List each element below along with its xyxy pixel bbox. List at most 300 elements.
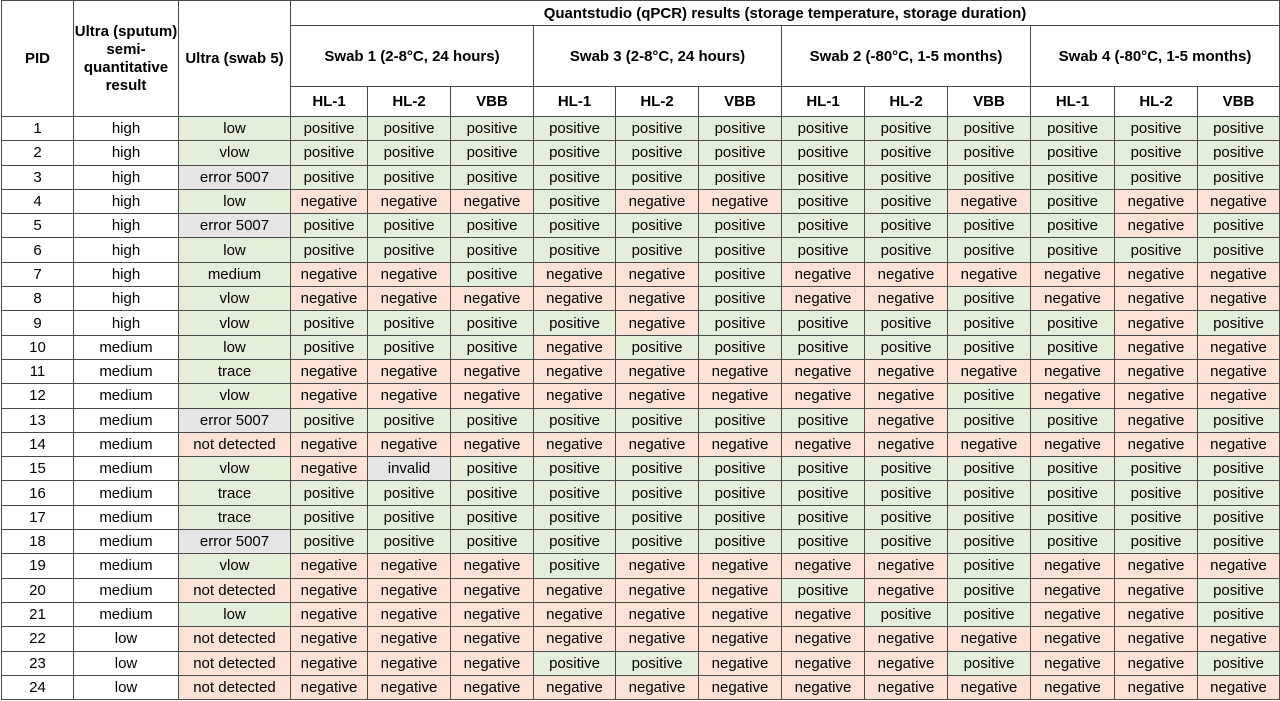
qpcr-result-cell: negative <box>534 675 616 699</box>
qpcr-result-cell: positive <box>948 651 1031 675</box>
qpcr-result-cell: negative <box>1115 359 1198 383</box>
qpcr-result-cell: negative <box>699 189 782 213</box>
ultra-sputum-cell: medium <box>74 530 179 554</box>
qpcr-result-cell: positive <box>534 481 616 505</box>
qpcr-result-cell: negative <box>948 262 1031 286</box>
qpcr-result-cell: positive <box>616 457 699 481</box>
qpcr-result-cell: negative <box>865 627 948 651</box>
pid-cell: 21 <box>2 602 74 626</box>
qpcr-result-cell: positive <box>865 117 948 141</box>
qpcr-result-cell: positive <box>291 481 368 505</box>
qpcr-result-cell: negative <box>534 359 616 383</box>
qpcr-result-cell: positive <box>368 408 451 432</box>
target-header: HL-1 <box>782 87 865 117</box>
qpcr-result-cell: positive <box>699 141 782 165</box>
pid-cell: 9 <box>2 311 74 335</box>
qpcr-result-cell: negative <box>1115 189 1198 213</box>
ultra-sputum-cell: medium <box>74 578 179 602</box>
qpcr-result-cell: positive <box>1198 602 1280 626</box>
ultra-swab-cell: error 5007 <box>179 165 291 189</box>
qpcr-result-cell: positive <box>616 408 699 432</box>
qpcr-result-cell: negative <box>291 457 368 481</box>
qpcr-result-cell: positive <box>1115 238 1198 262</box>
ultra-sputum-cell: high <box>74 262 179 286</box>
ultra-sputum-cell: medium <box>74 602 179 626</box>
ultra-sputum-cell: low <box>74 651 179 675</box>
ultra-swab-cell: low <box>179 117 291 141</box>
qpcr-result-cell: negative <box>1198 335 1280 359</box>
qpcr-result-cell: negative <box>368 602 451 626</box>
qpcr-result-cell: negative <box>451 627 534 651</box>
qpcr-result-cell: negative <box>1031 578 1115 602</box>
qpcr-result-cell: positive <box>782 505 865 529</box>
pid-cell: 19 <box>2 554 74 578</box>
qpcr-result-cell: negative <box>534 432 616 456</box>
qpcr-result-cell: negative <box>1115 384 1198 408</box>
qpcr-result-cell: negative <box>865 432 948 456</box>
qpcr-result-cell: negative <box>782 602 865 626</box>
table-row <box>2 141 1280 165</box>
qpcr-result-cell: negative <box>782 675 865 699</box>
qpcr-result-cell: negative <box>451 359 534 383</box>
table-row <box>2 117 1280 141</box>
qpcr-result-cell: positive <box>865 189 948 213</box>
qpcr-result-cell: positive <box>1198 530 1280 554</box>
qpcr-result-cell: positive <box>291 214 368 238</box>
ultra-swab-cell: low <box>179 602 291 626</box>
swab2-header: Swab 2 (-80°C, 1-5 months) <box>782 26 1031 87</box>
qpcr-result-cell: positive <box>782 457 865 481</box>
qpcr-result-cell: positive <box>1031 311 1115 335</box>
qpcr-result-cell: negative <box>948 432 1031 456</box>
ultra-sputum-cell: high <box>74 214 179 238</box>
qpcr-result-cell: negative <box>291 384 368 408</box>
qpcr-result-cell: positive <box>534 165 616 189</box>
qpcr-result-cell: positive <box>948 141 1031 165</box>
qpcr-result-cell: positive <box>782 238 865 262</box>
qpcr-result-cell: positive <box>534 189 616 213</box>
qpcr-result-cell: negative <box>699 432 782 456</box>
qpcr-result-cell: positive <box>368 505 451 529</box>
results-table <box>1 0 1280 700</box>
pid-cell: 18 <box>2 530 74 554</box>
qpcr-result-cell: negative <box>1198 359 1280 383</box>
qpcr-result-cell: positive <box>534 214 616 238</box>
qpcr-result-cell: negative <box>1115 432 1198 456</box>
qpcr-result-cell: positive <box>534 311 616 335</box>
qpcr-result-cell: positive <box>616 530 699 554</box>
qpcr-result-cell: positive <box>1115 117 1198 141</box>
qpcr-result-cell: positive <box>699 117 782 141</box>
qpcr-result-cell: negative <box>699 384 782 408</box>
qpcr-result-cell: positive <box>782 189 865 213</box>
qpcr-result-cell: positive <box>291 165 368 189</box>
ultra-sputum-cell: high <box>74 238 179 262</box>
qpcr-result-cell: positive <box>1031 335 1115 359</box>
qpcr-result-cell: negative <box>451 602 534 626</box>
table-row <box>2 287 1280 311</box>
qpcr-result-cell: negative <box>616 262 699 286</box>
qpcr-result-cell: positive <box>948 554 1031 578</box>
qpcr-result-cell: positive <box>1198 165 1280 189</box>
qpcr-result-cell: negative <box>616 384 699 408</box>
table-row <box>2 530 1280 554</box>
qpcr-result-cell: negative <box>368 432 451 456</box>
qpcr-result-cell: positive <box>451 262 534 286</box>
qpcr-result-cell: negative <box>534 384 616 408</box>
qpcr-result-cell: positive <box>451 505 534 529</box>
qpcr-result-cell: negative <box>1198 262 1280 286</box>
target-header: HL-2 <box>865 87 948 117</box>
qpcr-result-cell: positive <box>948 311 1031 335</box>
ultra-swab-cell: vlow <box>179 141 291 165</box>
qpcr-result-cell: positive <box>865 505 948 529</box>
qpcr-result-cell: negative <box>616 189 699 213</box>
ultra-swab-header: Ultra (swab 5) <box>179 1 291 117</box>
qpcr-result-cell: positive <box>1115 530 1198 554</box>
qpcr-result-cell: negative <box>451 554 534 578</box>
pid-cell: 15 <box>2 457 74 481</box>
qpcr-result-cell: positive <box>865 457 948 481</box>
qpcr-result-cell: negative <box>616 359 699 383</box>
qpcr-result-cell: negative <box>1115 675 1198 699</box>
ultra-sputum-cell: high <box>74 117 179 141</box>
qpcr-result-cell: positive <box>699 408 782 432</box>
qpcr-result-cell: positive <box>1198 408 1280 432</box>
qpcr-result-cell: negative <box>368 384 451 408</box>
target-header: HL-1 <box>1031 87 1115 117</box>
pid-cell: 11 <box>2 359 74 383</box>
qpcr-result-cell: positive <box>451 457 534 481</box>
qpcr-result-cell: negative <box>616 287 699 311</box>
qpcr-result-cell: positive <box>1031 214 1115 238</box>
qpcr-result-cell: positive <box>1031 141 1115 165</box>
table-row <box>2 675 1280 699</box>
qpcr-result-cell: positive <box>291 505 368 529</box>
ultra-sputum-cell: medium <box>74 481 179 505</box>
qpcr-result-cell: positive <box>1198 578 1280 602</box>
qpcr-result-cell: negative <box>451 189 534 213</box>
qpcr-result-cell: negative <box>368 189 451 213</box>
qpcr-result-cell: negative <box>699 651 782 675</box>
qpcr-result-cell: negative <box>948 675 1031 699</box>
table-row <box>2 311 1280 335</box>
qpcr-result-cell: positive <box>534 141 616 165</box>
qpcr-result-cell: positive <box>616 238 699 262</box>
ultra-swab-cell: trace <box>179 359 291 383</box>
ultra-sputum-cell: medium <box>74 335 179 359</box>
qpcr-result-cell: positive <box>1031 457 1115 481</box>
qpcr-result-cell: positive <box>948 117 1031 141</box>
qpcr-result-cell: positive <box>534 408 616 432</box>
qpcr-result-cell: negative <box>699 627 782 651</box>
qpcr-result-cell: negative <box>699 359 782 383</box>
qpcr-result-cell: positive <box>451 530 534 554</box>
qpcr-result-cell: negative <box>1198 675 1280 699</box>
qpcr-result-cell: negative <box>1198 627 1280 651</box>
pid-cell: 8 <box>2 287 74 311</box>
qpcr-result-cell: negative <box>1031 262 1115 286</box>
qpcr-result-cell: negative <box>1031 627 1115 651</box>
qpcr-result-cell: positive <box>1198 481 1280 505</box>
qpcr-result-cell: positive <box>699 214 782 238</box>
qpcr-result-cell: positive <box>616 651 699 675</box>
qpcr-result-cell: positive <box>782 165 865 189</box>
qpcr-result-cell: positive <box>865 165 948 189</box>
qpcr-result-cell: positive <box>865 602 948 626</box>
qpcr-result-cell: positive <box>699 457 782 481</box>
qpcr-result-cell: positive <box>1198 117 1280 141</box>
qpcr-result-cell: positive <box>1198 505 1280 529</box>
qpcr-result-cell: positive <box>616 165 699 189</box>
qpcr-result-cell: positive <box>948 165 1031 189</box>
qpcr-result-cell: positive <box>782 578 865 602</box>
qpcr-result-cell: positive <box>291 117 368 141</box>
qpcr-result-cell: positive <box>1198 141 1280 165</box>
qpcr-result-cell: positive <box>616 505 699 529</box>
qpcr-result-cell: positive <box>782 117 865 141</box>
qpcr-result-cell: negative <box>1115 408 1198 432</box>
qpcr-result-cell: positive <box>1198 311 1280 335</box>
qpcr-result-cell: negative <box>534 287 616 311</box>
ultra-sputum-cell: high <box>74 311 179 335</box>
pid-cell: 10 <box>2 335 74 359</box>
qpcr-result-cell: positive <box>948 238 1031 262</box>
pid-header: PID <box>2 1 74 117</box>
target-header: HL-2 <box>368 87 451 117</box>
pid-cell: 23 <box>2 651 74 675</box>
qpcr-result-cell: negative <box>616 432 699 456</box>
qpcr-result-cell: negative <box>291 602 368 626</box>
qpcr-result-cell: positive <box>1031 189 1115 213</box>
qpcr-result-cell: negative <box>451 384 534 408</box>
swab3-header: Swab 3 (2-8°C, 24 hours) <box>534 26 782 87</box>
qpcr-result-cell: positive <box>291 141 368 165</box>
qpcr-result-cell: negative <box>451 432 534 456</box>
qpcr-result-cell: positive <box>451 238 534 262</box>
qpcr-result-cell: positive <box>368 311 451 335</box>
qpcr-result-cell: positive <box>948 335 1031 359</box>
qpcr-result-cell: positive <box>948 287 1031 311</box>
pid-cell: 4 <box>2 189 74 213</box>
qpcr-result-cell: negative <box>291 189 368 213</box>
pid-cell: 7 <box>2 262 74 286</box>
ultra-swab-cell: trace <box>179 505 291 529</box>
ultra-swab-cell: not detected <box>179 578 291 602</box>
qpcr-result-cell: positive <box>534 238 616 262</box>
qpcr-result-cell: negative <box>1115 627 1198 651</box>
table-row <box>2 505 1280 529</box>
qpcr-result-cell: negative <box>699 602 782 626</box>
qpcr-result-cell: negative <box>368 359 451 383</box>
qpcr-result-cell: negative <box>291 432 368 456</box>
qpcr-result-cell: positive <box>1115 505 1198 529</box>
qpcr-result-cell: negative <box>616 627 699 651</box>
table-row <box>2 432 1280 456</box>
qpcr-result-cell: positive <box>451 481 534 505</box>
target-header: HL-1 <box>291 87 368 117</box>
ultra-sputum-cell: low <box>74 675 179 699</box>
qpcr-result-cell: negative <box>1115 262 1198 286</box>
qpcr-result-cell: negative <box>699 675 782 699</box>
qpcr-result-cell: negative <box>1115 578 1198 602</box>
qpcr-result-cell: negative <box>451 651 534 675</box>
qpcr-result-cell: positive <box>534 457 616 481</box>
qpcr-result-cell: negative <box>291 262 368 286</box>
qpcr-result-cell: negative <box>534 262 616 286</box>
qpcr-result-cell: positive <box>699 311 782 335</box>
qpcr-result-cell: negative <box>1198 189 1280 213</box>
target-header: VBB <box>948 87 1031 117</box>
table-row <box>2 262 1280 286</box>
qpcr-result-cell: negative <box>616 578 699 602</box>
ultra-swab-cell: error 5007 <box>179 214 291 238</box>
ultra-sputum-cell: high <box>74 141 179 165</box>
ultra-sputum-header: Ultra (sputum) semi-quantitative result <box>74 1 179 117</box>
qpcr-result-cell: negative <box>1115 651 1198 675</box>
qpcr-result-cell: positive <box>865 238 948 262</box>
qpcr-result-cell: negative <box>1031 602 1115 626</box>
qpcr-result-cell: positive <box>368 165 451 189</box>
qpcr-result-cell: positive <box>948 214 1031 238</box>
swab1-header: Swab 1 (2-8°C, 24 hours) <box>291 26 534 87</box>
qpcr-result-cell: positive <box>451 165 534 189</box>
ultra-swab-cell: not detected <box>179 627 291 651</box>
swab4-header: Swab 4 (-80°C, 1-5 months) <box>1031 26 1280 87</box>
qpcr-result-cell: positive <box>948 481 1031 505</box>
ultra-swab-cell: low <box>179 189 291 213</box>
qpcr-result-cell: negative <box>1031 432 1115 456</box>
qpcr-result-cell: positive <box>1031 481 1115 505</box>
qpcr-result-cell: positive <box>948 530 1031 554</box>
qpcr-result-cell: positive <box>699 262 782 286</box>
pid-cell: 17 <box>2 505 74 529</box>
qpcr-result-cell: positive <box>1198 651 1280 675</box>
qpcr-result-cell: positive <box>616 481 699 505</box>
qpcr-result-cell: negative <box>368 651 451 675</box>
qpcr-result-cell: negative <box>782 627 865 651</box>
qpcr-result-cell: positive <box>291 311 368 335</box>
table-row <box>2 165 1280 189</box>
qpcr-result-cell: positive <box>451 311 534 335</box>
qpcr-result-cell: positive <box>1031 530 1115 554</box>
qpcr-result-cell: negative <box>616 602 699 626</box>
qpcr-result-cell: negative <box>1115 335 1198 359</box>
qpcr-result-cell: negative <box>782 432 865 456</box>
qpcr-result-cell: positive <box>291 408 368 432</box>
qpcr-result-cell: negative <box>782 359 865 383</box>
table-row <box>2 408 1280 432</box>
qpcr-result-cell: positive <box>291 530 368 554</box>
qpcr-result-cell: negative <box>865 384 948 408</box>
pid-cell: 3 <box>2 165 74 189</box>
qpcr-result-cell: positive <box>782 408 865 432</box>
qpcr-result-cell: negative <box>1031 384 1115 408</box>
qpcr-result-cell: positive <box>699 505 782 529</box>
qpcr-result-cell: positive <box>368 214 451 238</box>
qpcr-result-cell: negative <box>948 627 1031 651</box>
qpcr-result-cell: positive <box>865 141 948 165</box>
target-header: HL-1 <box>534 87 616 117</box>
qpcr-result-cell: positive <box>616 214 699 238</box>
qpcr-result-cell: positive <box>865 335 948 359</box>
qpcr-result-cell: positive <box>865 481 948 505</box>
ultra-sputum-cell: medium <box>74 408 179 432</box>
ultra-swab-cell: not detected <box>179 675 291 699</box>
qpcr-result-cell: positive <box>616 141 699 165</box>
qpcr-result-cell: positive <box>368 238 451 262</box>
pid-cell: 1 <box>2 117 74 141</box>
pid-cell: 6 <box>2 238 74 262</box>
ultra-swab-cell: low <box>179 335 291 359</box>
qpcr-result-cell: negative <box>368 262 451 286</box>
qpcr-result-cell: negative <box>291 627 368 651</box>
qpcr-result-cell: positive <box>699 530 782 554</box>
table-row <box>2 481 1280 505</box>
target-header: VBB <box>699 87 782 117</box>
qpcr-result-cell: positive <box>451 335 534 359</box>
qpcr-result-cell: negative <box>865 408 948 432</box>
qpcr-result-cell: negative <box>865 287 948 311</box>
qpcr-result-cell: negative <box>782 384 865 408</box>
qpcr-result-cell: negative <box>782 262 865 286</box>
pid-cell: 12 <box>2 384 74 408</box>
qpcr-result-cell: negative <box>1198 384 1280 408</box>
qpcr-result-cell: positive <box>1115 457 1198 481</box>
qpcr-result-cell: positive <box>291 238 368 262</box>
table-row <box>2 602 1280 626</box>
qpcr-result-cell: negative <box>1115 287 1198 311</box>
qpcr-result-cell: negative <box>1031 359 1115 383</box>
ultra-sputum-cell: medium <box>74 359 179 383</box>
qpcr-result-cell: negative <box>865 554 948 578</box>
qpcr-result-cell: positive <box>368 117 451 141</box>
pid-cell: 24 <box>2 675 74 699</box>
ultra-swab-cell: vlow <box>179 287 291 311</box>
qpcr-result-cell: negative <box>699 578 782 602</box>
qpcr-result-cell: negative <box>865 651 948 675</box>
qpcr-result-cell: negative <box>291 287 368 311</box>
qpcr-result-cell: positive <box>368 141 451 165</box>
ultra-sputum-cell: high <box>74 165 179 189</box>
qpcr-result-cell: negative <box>616 311 699 335</box>
ultra-swab-cell: medium <box>179 262 291 286</box>
table-row <box>2 554 1280 578</box>
qpcr-result-cell: negative <box>451 578 534 602</box>
qpcr-result-cell: positive <box>948 408 1031 432</box>
qpcr-result-cell: positive <box>865 530 948 554</box>
qpcr-result-cell: negative <box>782 287 865 311</box>
qpcr-result-cell: negative <box>616 554 699 578</box>
qpcr-result-cell: positive <box>948 602 1031 626</box>
qpcr-result-cell: positive <box>368 481 451 505</box>
ultra-sputum-cell: high <box>74 287 179 311</box>
table-body <box>2 117 1280 700</box>
qpcr-result-cell: positive <box>1031 117 1115 141</box>
qpcr-result-cell: positive <box>534 530 616 554</box>
pid-cell: 14 <box>2 432 74 456</box>
table-row <box>2 384 1280 408</box>
ultra-swab-cell: trace <box>179 481 291 505</box>
qpcr-result-cell: negative <box>451 287 534 311</box>
qpcr-result-cell: negative <box>1031 287 1115 311</box>
qpcr-result-cell: positive <box>699 165 782 189</box>
ultra-swab-cell: vlow <box>179 311 291 335</box>
qpcr-result-cell: positive <box>534 505 616 529</box>
qpcr-result-cell: negative <box>1115 602 1198 626</box>
qpcr-result-cell: positive <box>782 335 865 359</box>
pid-cell: 16 <box>2 481 74 505</box>
